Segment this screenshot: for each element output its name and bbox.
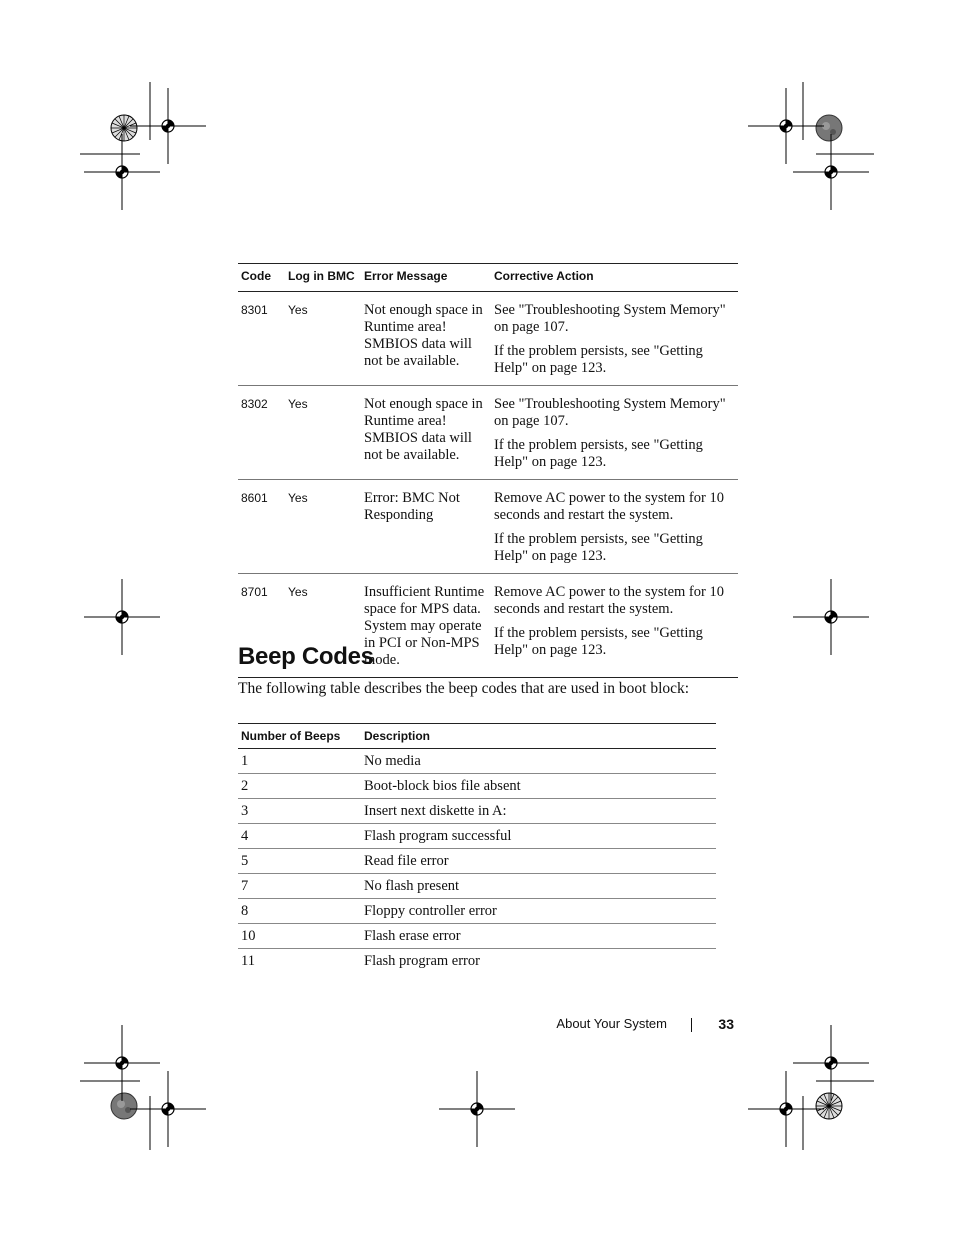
table-row [238,924,716,949]
beeps-cell: 11 [241,952,255,969]
column-header-description: Description [361,724,716,749]
corrective-action-cell [491,480,738,574]
table-row [238,799,716,824]
footer-separator [691,1018,692,1032]
beeps-cell: 2 [238,774,361,799]
footer-chapter-title: About Your System [556,1016,667,1031]
page-footer [480,1016,734,1034]
table-row [238,386,738,480]
table-row [238,949,716,974]
beeps-cell: 1 [238,749,361,774]
page-number: 33 [718,1016,734,1032]
log-in-bmc-cell: Yes [285,574,361,678]
description-cell: Flash erase error [361,924,716,949]
corrective-action-step: If the problem persists, see "Getting Help" on page 123. [494,531,703,564]
table-row [238,749,716,774]
beeps-cell: 4 [238,824,361,849]
column-header-log-in-bmc: Log in BMC [285,264,361,292]
table-row [238,480,738,574]
table-row [238,292,738,386]
corrective-action-cell [491,574,738,678]
column-header-number-of-beeps: Number of Beeps [238,724,361,749]
beeps-cell: 7 [238,874,361,899]
description-cell: Read file error [361,849,716,874]
corrective-action-step: See "Troubleshooting System Memory" on page 107. [494,396,726,429]
error-message-cell: Not enough space in Runtime area! SMBIOS data will not be available. [361,292,491,386]
beep-code-table [238,723,716,973]
table-header-row [238,264,738,292]
error-message-cell: Error: BMC Not Responding [361,480,491,574]
corrective-action-cell [491,386,738,480]
corrective-action-cell [491,292,738,386]
corrective-action-step: Remove AC power to the system for 10 seconds and restart the system. [494,584,724,617]
description-cell: Boot-block bios file absent [361,774,716,799]
corrective-action-step: See "Troubleshooting System Memory" on page 107. [494,302,726,335]
column-header-error-message: Error Message [361,264,491,292]
error-message-cell: Not enough space in Runtime area! SMBIOS data will not be available. [361,386,491,480]
error-code-table [238,263,738,678]
description-cell: Insert next diskette in A: [361,799,716,824]
beeps-cell: 5 [238,849,361,874]
table-row [238,849,716,874]
section-intro: The following table describes the beep codes that are used in boot block: [238,680,690,697]
table-row [238,899,716,924]
code-cell: 8701 [238,574,285,678]
description-cell: Flash program error [364,952,480,969]
code-cell: 8301 [238,292,285,386]
log-in-bmc-cell: Yes [285,292,361,386]
description-cell: No flash present [361,874,716,899]
beeps-cell: 10 [238,924,361,949]
table-row [238,774,716,799]
beeps-cell: 3 [238,799,361,824]
corrective-action-step: If the problem persists, see "Getting Help" on page 123. [494,437,703,470]
table-row [238,824,716,849]
table-header-row [238,724,716,749]
code-cell: 8601 [238,480,285,574]
code-cell: 8302 [238,386,285,480]
description-cell: Floppy controller error [361,899,716,924]
section-heading: Beep Codes [238,643,374,670]
description-cell: No media [361,749,716,774]
beeps-cell: 8 [238,899,361,924]
corrective-action-step: If the problem persists, see "Getting Help" on page 123. [494,343,703,376]
table-row [238,874,716,899]
error-message-cell: Insufficient Runtime space for MPS data. System may operate in PCI or Non-MPS mode. [361,574,491,678]
column-header-code: Code [238,264,285,292]
log-in-bmc-cell: Yes [285,480,361,574]
corrective-action-step: Remove AC power to the system for 10 seconds and restart the system. [494,490,724,523]
column-header-corrective-action: Corrective Action [491,264,738,292]
log-in-bmc-cell: Yes [285,386,361,480]
corrective-action-step: If the problem persists, see "Getting Help" on page 123. [494,625,703,658]
description-cell: Flash program successful [361,824,716,849]
